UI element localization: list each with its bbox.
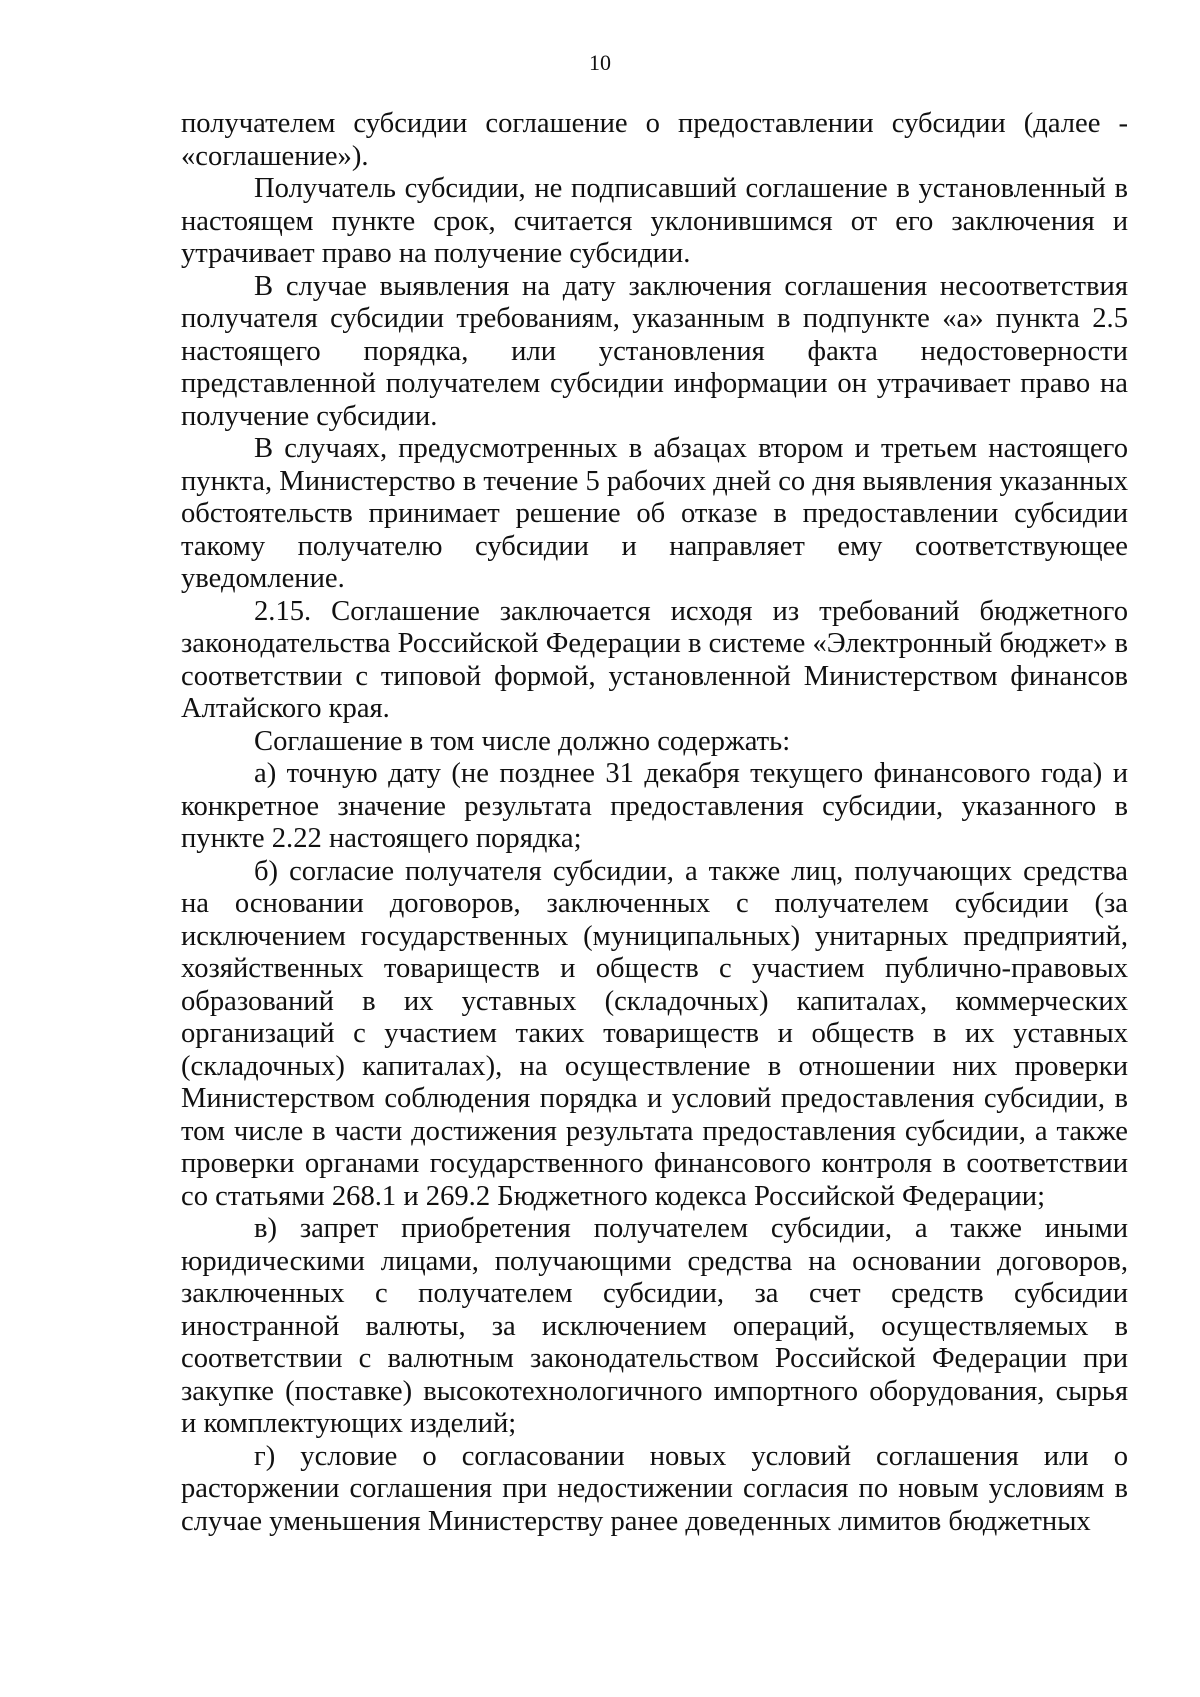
- paragraph-continuation: получателем субсидии соглашение о предоставлении субсидии (далее - «соглашение»).: [181, 108, 1128, 172]
- paragraph-agreement-contents: Соглашение в том числе должно содержать:: [254, 725, 791, 757]
- paragraph-nonconformity: В случае выявления на дату заключения соглашения несоответствия получателя субсидии требованиям, указанным в подпункте «а» пункта 2.5 настоящего порядка, или установления факта недостоверности представленной получателем субсидии информации он утрачивает право на получение субсидии.: [181, 270, 1128, 432]
- document-body: [181, 108, 1128, 1538]
- list-item-v: в) запрет приобретения получателем субсидии, а также иными юридическими лицами, получающими средства на основании договоров, заключенных с получателем субсидии, за счет средств субсидии иностранной валюты, за исключением операций, осуществляемых в соответствии с валютным законодательством Российской Федерации при закупке (поставке) высокотехнологичного импортного оборудования, сырья и комплектующих изделий;: [181, 1213, 1128, 1439]
- list-item-b: б) согласие получателя субсидии, а также лиц, получающих средства на основании договоров, заключенных с получателем субсидии (за исключением государственных (муниципальных) унитарных предприятий, хозяйственных товариществ и обществ с участием публично-правовых образований в их уставных (складочных) капиталах, коммерческих организаций с участием таких товариществ и обществ в их уставных (складочных) капиталах), на осуществление в отношении них проверки Министерством соблюдения порядка и условий предоставления субсидии, в том числе в части достижения результата предоставления субсидии, а также проверки органами государственного финансового контроля в соответствии со статьями 268.1 и 269.2 Бюджетного кодекса Российской Федерации;: [181, 855, 1128, 1212]
- list-item-g: г) условие о согласовании новых условий соглашения или о расторжении соглашения при недостижении согласия по новым условиям в случае уменьшения Министерству ранее доведенных лимитов бюджетных: [181, 1440, 1128, 1537]
- paragraph-clause-2-15: 2.15. Соглашение заключается исходя из требований бюджетного законодательства Российской Федерации в системе «Электронный бюджет» в соответствии с типовой формой, установленной Министерством финансов Алтайского края.: [181, 595, 1128, 724]
- list-item-a: а) точную дату (не позднее 31 декабря текущего финансового года) и конкретное значение результата предоставления субсидии, указанного в пункте 2.22 настоящего порядка;: [181, 758, 1128, 854]
- paragraph-recipient-refusal: Получатель субсидии, не подписавший соглашение в установленный в настоящем пункте срок, считается уклонившимся от его заключения и утрачивает право на получение субсидии.: [181, 173, 1128, 269]
- page-number: 10: [589, 50, 611, 75]
- paragraph-refusal-decision: В случаях, предусмотренных в абзацах втором и третьем настоящего пункта, Министерство в течение 5 рабочих дней со дня выявления указанных обстоятельств принимает решение об отказе в предоставлении субсидии такому получателю субсидии и направляет ему соответствующее уведомление.: [181, 433, 1128, 594]
